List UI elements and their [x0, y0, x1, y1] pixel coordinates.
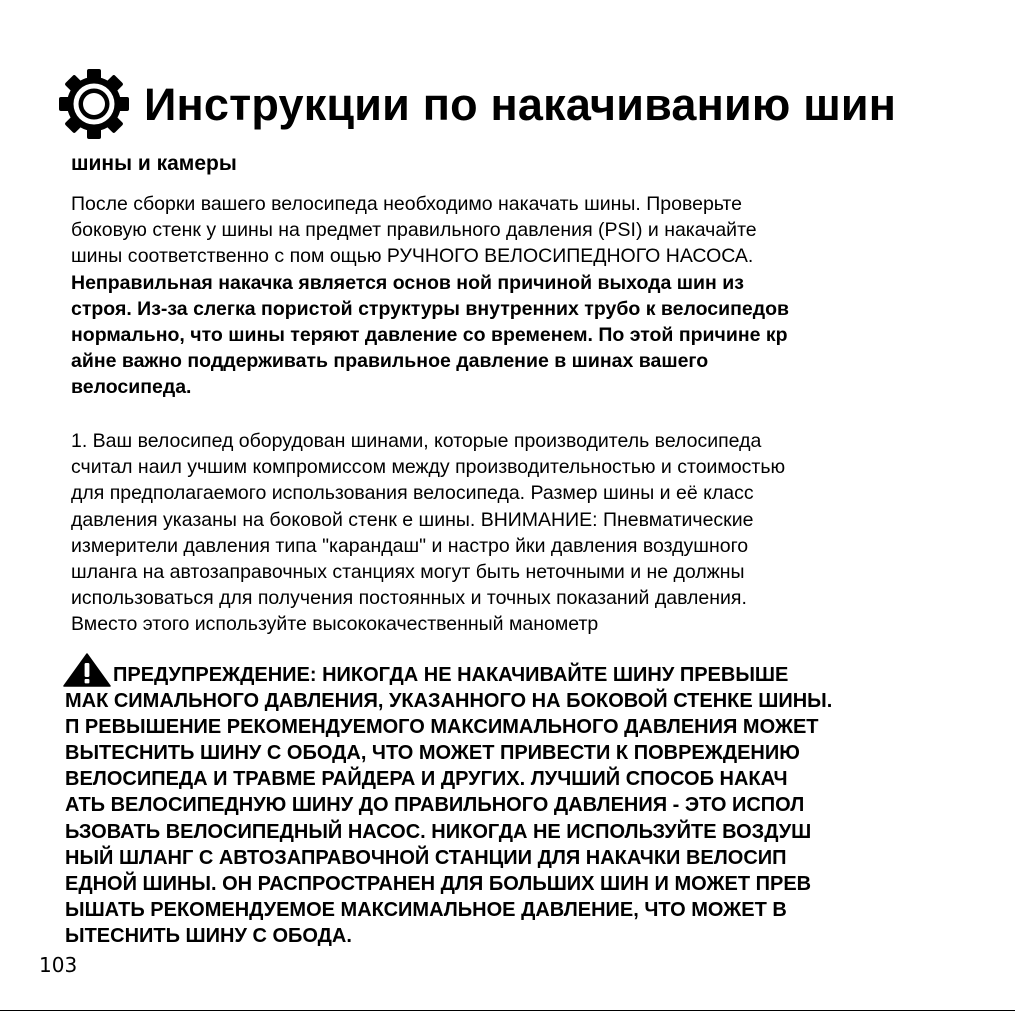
page-number: 103	[39, 953, 78, 977]
bold-text-line: велосипеда.	[71, 376, 192, 399]
bold-text-line: Неправильная накачка является основ ной причиной выхода шин из	[71, 271, 744, 294]
text-line: для предполагаемого использования велосипеда. Размер шины и её класс	[71, 482, 754, 505]
paragraph-tires	[71, 428, 971, 638]
title-row	[58, 66, 896, 142]
text-line: боковую стенк у шины на предмет правильного давления (PSI) и накачайте	[71, 219, 757, 242]
warning-line: ЫШАТЬ РЕКОМЕНДУЕМОЕ МАКСИМАЛЬНОЕ ДАВЛЕНИЕ, ЧТО МОЖЕТ В	[65, 898, 787, 921]
warning-block	[65, 653, 995, 949]
text-line: Вместо этого используйте высококачественный манометр	[71, 613, 599, 636]
gear-icon	[58, 68, 130, 140]
warning-line: ВЫТЕСНИТЬ ШИНУ С ОБОДА, ЧТО МОЖЕТ ПРИВЕСТИ К ПОВРЕЖДЕНИЮ	[65, 742, 800, 765]
page-title: Инструкции по накачиванию шин	[144, 78, 897, 130]
text-line: считал наил учшим компромиссом между производительностью и стоимостью	[71, 456, 786, 479]
warning-line: ЫТЕСНИТЬ ШИНУ С ОБОДА.	[65, 924, 352, 947]
warning-line: НЫЙ ШЛАНГ С АВТОЗАПРАВОЧНОЙ СТАНЦИИ ДЛЯ НАКАЧКИ ВЕЛОСИП	[65, 846, 787, 869]
bold-text-line: айне важно поддерживать правильное давление в шинах вашего	[71, 350, 709, 373]
bottom-rule	[0, 1010, 1015, 1011]
warning-line	[65, 653, 995, 688]
warning-line: ВЕЛОСИПЕДА И ТРАВМЕ РАЙДЕРА И ДРУГИХ. ЛУЧШИЙ СПОСОБ НАКАЧ	[65, 768, 788, 791]
text-line: использоваться для получения постоянных и точных показаний давления.	[71, 587, 747, 610]
warning-line: МАК СИМАЛЬНОГО ДАВЛЕНИЯ, УКАЗАННОГО НА БОКОВОЙ СТЕНКЕ ШИНЫ.	[65, 690, 833, 713]
warning-triangle-icon	[63, 653, 111, 687]
warning-heading: ПРЕДУПРЕЖДЕНИЕ: НИКОГДА НЕ НАКАЧИВАЙТЕ ШИНУ ПРЕВЫШЕ	[113, 664, 789, 686]
text-line: измерители давления типа "карандаш" и настро йки давления воздушного	[71, 534, 749, 557]
warning-line: ЬЗОВАТЬ ВЕЛОСИПЕДНЫЙ НАСОС. НИКОГДА НЕ ИСПОЛЬЗУЙТЕ ВОЗДУШ	[65, 820, 812, 843]
text-line: шины соответственно с пом ощью РУЧНОГО ВЕЛОСИПЕДНОГО НАСОСА.	[71, 245, 754, 268]
warning-line: П РЕВЫШЕНИЕ РЕКОМЕНДУЕМОГО МАКСИМАЛЬНОГО ДАВЛЕНИЯ МОЖЕТ	[65, 716, 819, 739]
warning-line: ЕДНОЙ ШИНЫ. ОН РАСПРОСТРАНЕН ДЛЯ БОЛЬШИХ ШИН И МОЖЕТ ПРЕВ	[65, 872, 812, 895]
bold-text-line: нормально, что шины теряют давление со временем. По этой причине кр	[71, 324, 788, 347]
warning-line: АТЬ ВЕЛОСИПЕДНУЮ ШИНУ ДО ПРАВИЛЬНОГО ДАВЛЕНИЯ - ЭТО ИСПОЛ	[65, 794, 805, 817]
text-line: давления указаны на боковой стенк е шины. ВНИМАНИЕ: Пневматические	[71, 508, 754, 531]
text-line: После сборки вашего велосипеда необходимо накачать шины. Проверьте	[71, 193, 742, 215]
bold-text-line: строя. Из-за слегка пористой структуры внутренних трубо к велосипедов	[71, 297, 789, 320]
text-line: шланга на автозаправочных станциях могут быть неточными и не должны	[71, 561, 745, 584]
section-subtitle: шины и камеры	[71, 152, 237, 175]
paragraph-intro	[71, 191, 971, 401]
text-line: 1. Ваш велосипед оборудован шинами, которые производитель велосипеда	[71, 430, 762, 452]
